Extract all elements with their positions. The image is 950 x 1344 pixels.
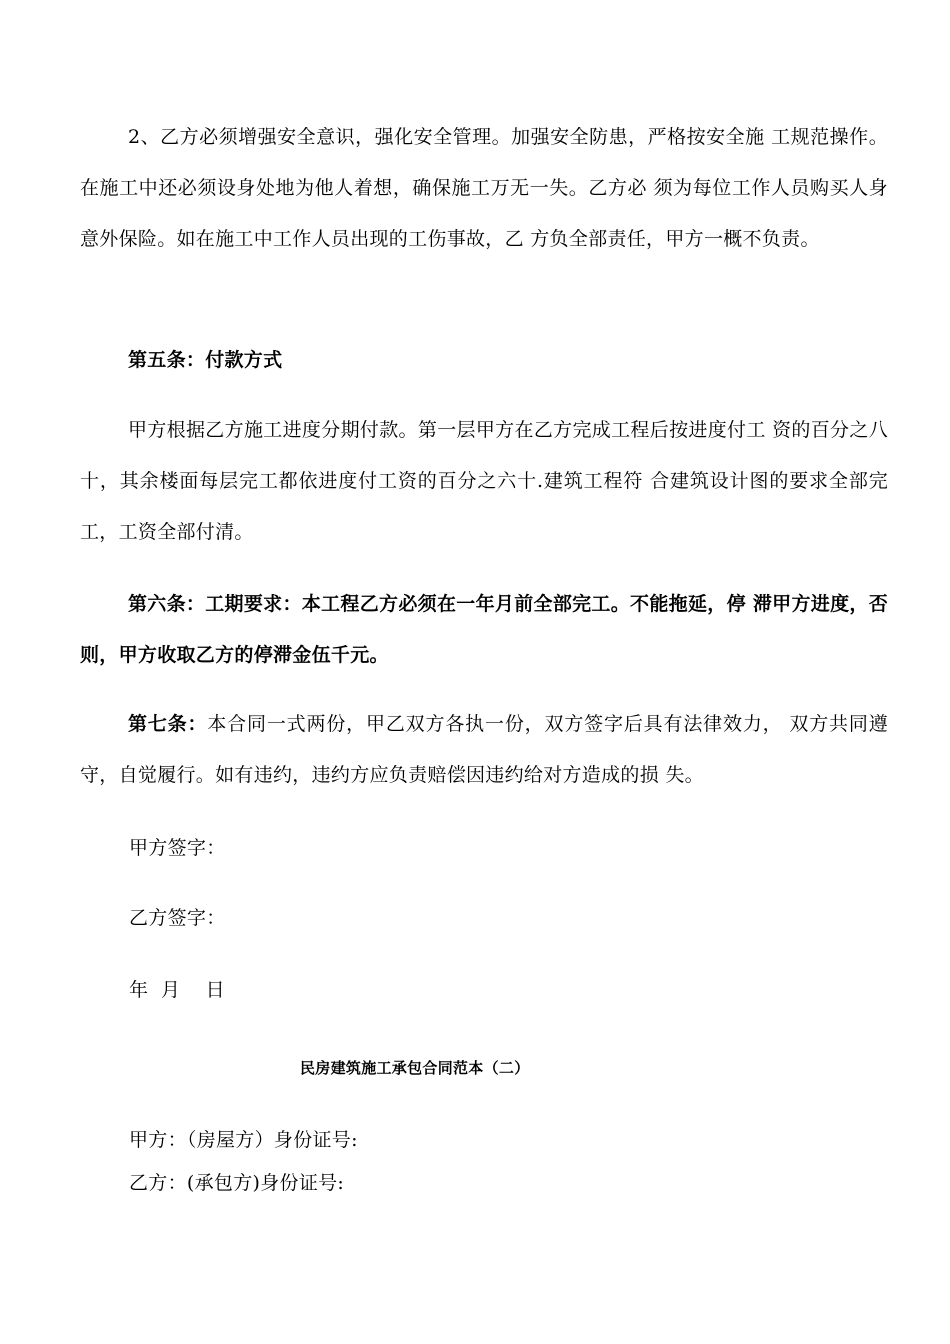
party-a-signature-line: 甲方签字： bbox=[129, 837, 226, 859]
clause5-heading: 第五条：付款方式 bbox=[128, 349, 283, 371]
clause4-item2-paragraph: 2、乙方必须增强安全意识，强化安全管理。加强安全防患，严格按安全施 工规范操作。在施工中还必须设身处地为他人着想，确保施工万无一失。乙方必 须为每位工作人员购买人身意外保险。如在施工中工作人员出现的工伤事故，乙 方负全部责任，甲方一概不负责。 bbox=[80, 126, 888, 250]
party-b-signature-line: 乙方签字： bbox=[129, 907, 226, 929]
party-a-info-line: 甲方：（房屋方）身份证号: bbox=[129, 1129, 358, 1151]
clause7-label: 第七条： bbox=[128, 713, 208, 735]
party-b-info-line: 乙方：(承包方)身份证号: bbox=[129, 1172, 345, 1194]
sample2-title: 民房建筑施工承包合同范本（二） bbox=[300, 1059, 530, 1077]
clause7-body: 本合同一式两份，甲乙双方各执一份，双方签字后具有法律效力， 双方共同遵守，自觉履行。如有违约，违约方应负责赔偿因违约给对方造成的损 失。 bbox=[80, 713, 889, 786]
clause5-paragraph: 甲方根据乙方施工进度分期付款。第一层甲方在乙方完成工程后按进度付工 资的百分之八十，其余楼面每层完工都依进度付工资的百分之六十.建筑工程符 合建筑设计图的要求全部完工，工资全部付清。 bbox=[80, 419, 888, 543]
clause6-paragraph: 第六条：工期要求：本工程乙方必须在一年月前全部完工。不能拖延，停 滞甲方进度，否则，甲方收取乙方的停滞金伍千元。 bbox=[80, 593, 888, 666]
date-line: 年 月 日 bbox=[129, 979, 225, 1001]
clause7-paragraph bbox=[80, 699, 888, 801]
